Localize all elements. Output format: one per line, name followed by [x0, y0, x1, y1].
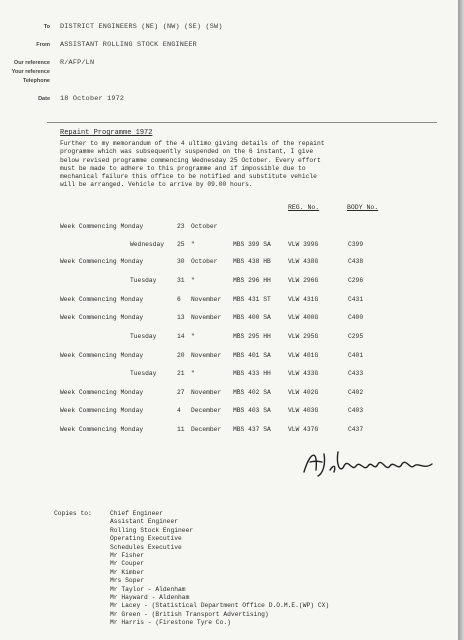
row-month: November: [191, 314, 222, 321]
row-body-no: C403: [348, 407, 364, 414]
copy-recipient: Mr Hayward - Aldenham: [110, 594, 190, 602]
row-reg-old: MBS 433 HH: [233, 370, 271, 377]
copies-list: [110, 510, 450, 628]
row-body-no: C402: [348, 389, 364, 396]
copy-recipient: Mr Green - (British Transport Advertising): [110, 610, 269, 618]
copy-recipient: Assistant Engineer: [110, 518, 179, 526]
row-body-no: C401: [348, 352, 364, 359]
row-week-label: Week Commencing Monday: [60, 407, 144, 414]
reg-no-header: REG. No.: [288, 204, 320, 211]
row-month: December: [191, 426, 222, 433]
row-week-label: Week Commencing Monday: [60, 296, 144, 303]
row-date: 23: [177, 223, 185, 230]
row-week-label: Week Commencing Monday: [60, 314, 144, 321]
copy-recipient: Mr Kimber: [110, 568, 145, 576]
row-week-label: Week Commencing Monday: [60, 352, 144, 359]
row-month: December: [191, 407, 222, 414]
row-reg-old: MBS 296 HH: [233, 277, 271, 284]
memo-body: [60, 140, 400, 190]
body-line: Further to my memorandum of the 4 ultimo giving details of the repaint: [60, 140, 325, 147]
row-body-no: C296: [348, 277, 364, 284]
copy-recipient: Mr Fisher: [110, 552, 145, 560]
body-line: must be made to adhere to this programme and if impossible due to: [60, 164, 306, 172]
to-label: To: [43, 24, 50, 30]
memo-subject: Repaint Programme 1972: [60, 129, 153, 137]
copy-recipient: Mr Couper: [110, 560, 145, 568]
our-reference-value: R/AFP/LN: [60, 59, 95, 67]
row-body-no: C433: [348, 370, 364, 377]
page-edge: [458, 0, 464, 640]
row-month: November: [191, 352, 222, 359]
row-reg-new: VLW 399G: [288, 241, 319, 248]
body-line: will be arranged. Vehicle to arrive by 09.00 hours.: [60, 181, 253, 189]
from-label: From: [36, 42, 50, 48]
date-value: 18 October 1972: [60, 95, 125, 103]
row-reg-old: MBS 403 SA: [233, 407, 271, 414]
copies-label: Copies to:: [54, 510, 92, 517]
row-date: 27: [177, 389, 185, 396]
date-label: Date: [38, 96, 50, 102]
row-reg-old: MBS 438 HB: [233, 258, 271, 265]
row-reg-old: MBS 400 SA: [233, 314, 271, 321]
row-body-no: C295: [348, 333, 364, 340]
row-date: 25: [177, 241, 185, 248]
row-reg-new: VLW 401G: [288, 352, 319, 359]
from-value: ASSISTANT ROLLING STOCK ENGINEER: [60, 41, 197, 49]
row-date: 20: [177, 352, 185, 359]
row-day: Tuesday: [130, 370, 157, 377]
row-reg-new: VLW 400G: [288, 314, 319, 321]
row-date: 14: [177, 333, 185, 340]
row-reg-new: VLW 433G: [288, 370, 319, 377]
copy-recipient: Mr Harris - (Firestone Tyre Co.): [110, 619, 231, 627]
row-month: ": [191, 370, 195, 377]
row-body-no: C400: [348, 314, 364, 321]
row-week-label: Week Commencing Monday: [60, 389, 144, 396]
row-reg-old: MBS 431 ST: [233, 296, 271, 303]
body-no-header: BODY No.: [347, 204, 379, 211]
telephone-label: Telephone: [22, 78, 50, 84]
row-body-no: C438: [348, 258, 364, 265]
body-line: mechanical failure this office to be notified and substitute vehicle: [60, 173, 317, 181]
copy-recipient: Mrs Soper: [110, 577, 145, 585]
row-date: 21: [177, 370, 185, 377]
row-month: November: [191, 296, 222, 303]
row-date: 11: [177, 426, 185, 433]
row-reg-old: MBS 437 SA: [233, 426, 271, 433]
row-reg-old: MBS 295 HH: [233, 333, 271, 340]
row-month: October: [191, 223, 218, 230]
copy-recipient: Operating Executive: [110, 535, 182, 543]
your-reference-label: Your reference: [11, 69, 50, 75]
row-date: 30: [177, 258, 185, 265]
row-reg-new: VLW 295G: [288, 333, 319, 340]
row-month: October: [191, 258, 218, 265]
row-week-label: Week Commencing Monday: [60, 223, 144, 230]
row-day: Tuesday: [130, 333, 157, 340]
row-body-no: C437: [348, 426, 364, 433]
body-line: programme which was subsequently suspended on the 6 instant, I give: [60, 148, 314, 156]
row-reg-old: MBS 402 SA: [233, 389, 271, 396]
body-line: below revised programme commencing Wednesday 25 October. Every effort: [60, 156, 321, 164]
copy-recipient: Mr Taylor - Aldenham: [110, 585, 186, 593]
to-value: DISTRICT ENGINEERS (NE) (NW) (SE) (SW): [60, 23, 223, 31]
copy-recipient: Mr Lacey - (Statistical Department Office D.O.M.E.(WP) CX): [110, 602, 330, 610]
row-week-label: Week Commencing Monday: [60, 426, 144, 433]
row-month: ": [191, 241, 195, 248]
row-date: 13: [177, 314, 185, 321]
row-reg-new: VLW 402G: [288, 389, 319, 396]
copy-recipient: Chief Engineer: [110, 510, 163, 517]
copy-recipient: Schedules Executive: [110, 543, 182, 551]
row-month: ": [191, 333, 195, 340]
row-date: 4: [177, 407, 181, 414]
row-reg-new: VLW 431G: [288, 296, 319, 303]
row-month: November: [191, 389, 222, 396]
row-day: Tuesday: [130, 277, 157, 284]
row-date: 6: [177, 296, 181, 303]
row-reg-old: MBS 401 SA: [233, 352, 271, 359]
row-reg-new: VLW 296G: [288, 277, 319, 284]
row-body-no: C431: [348, 296, 364, 303]
header-divider: [47, 122, 437, 123]
signature: [300, 444, 440, 484]
row-reg-new: VLW 438G: [288, 258, 319, 265]
row-reg-new: VLW 437G: [288, 426, 319, 433]
our-reference-label: Our reference: [13, 60, 50, 66]
row-day: Wednesday: [130, 241, 165, 248]
row-month: ": [191, 277, 195, 284]
row-reg-new: VLW 403G: [288, 407, 319, 414]
copy-recipient: Rolling Stock Engineer: [110, 526, 194, 534]
row-date: 31: [177, 277, 185, 284]
row-week-label: Week Commencing Monday: [60, 258, 144, 265]
row-body-no: C399: [348, 241, 364, 248]
row-reg-old: MBS 399 SA: [233, 241, 271, 248]
